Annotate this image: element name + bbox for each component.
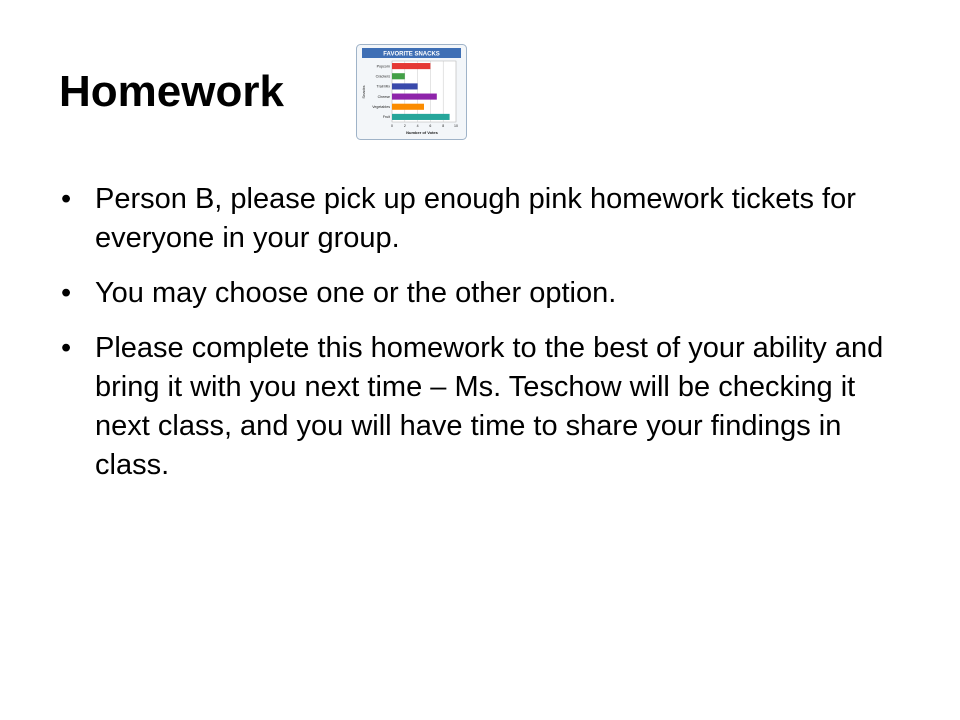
- chart-category-label: Vegetables: [372, 105, 390, 110]
- chart-bar: [392, 104, 424, 110]
- chart-bar: [392, 94, 437, 100]
- chart-category-label: Fruit: [382, 115, 390, 120]
- chart-title: FAVORITE SNACKS: [383, 51, 440, 58]
- chart-y-label: Snacks: [361, 85, 366, 99]
- bullet-item-2: [59, 274, 889, 313]
- chart-x-tick-label: 8: [442, 124, 445, 128]
- bullet-marker: •: [61, 332, 72, 364]
- chart-x-tick-label: 10: [454, 124, 458, 128]
- bullet-text-2: You may choose one or the other option.: [95, 277, 617, 309]
- bullet-marker: •: [61, 183, 72, 215]
- bullet-text-1: Person B, please pick up enough pink homework tickets for everyone in your group.: [95, 183, 856, 254]
- chart-category-label: Popcorn: [376, 64, 390, 69]
- bullet-item-1: [59, 180, 889, 258]
- chart-plot-area: [392, 61, 456, 122]
- chart-category-label: Trail Mix: [376, 84, 390, 89]
- bullet-text-3: Please complete this homework to the best of your ability and bring it with you next time – Ms. Teschow will be checking it next class, and you will have time to share your findings in class.: [95, 332, 884, 481]
- bullet-item-3: [59, 329, 889, 485]
- chart-x-tick-label: 2: [403, 124, 406, 128]
- favorite-snacks-chart-image: [356, 44, 467, 140]
- chart-category-label: Crackers: [375, 74, 390, 79]
- favorite-snacks-chart: [356, 44, 467, 140]
- chart-x-tick-label: 4: [416, 124, 419, 128]
- chart-x-tick-label: 6: [429, 124, 432, 128]
- chart-bar: [392, 73, 405, 79]
- chart-category-label: Cheese: [377, 94, 390, 99]
- chart-bar: [392, 114, 450, 120]
- bullet-marker: •: [61, 277, 72, 309]
- chart-x-tick-label: 0: [391, 124, 393, 128]
- chart-bar: [392, 83, 418, 89]
- chart-bar: [392, 63, 430, 69]
- slide-title: Homework: [59, 67, 284, 116]
- bullet-list: [59, 180, 889, 501]
- chart-x-label: Number of Votes: [406, 130, 438, 135]
